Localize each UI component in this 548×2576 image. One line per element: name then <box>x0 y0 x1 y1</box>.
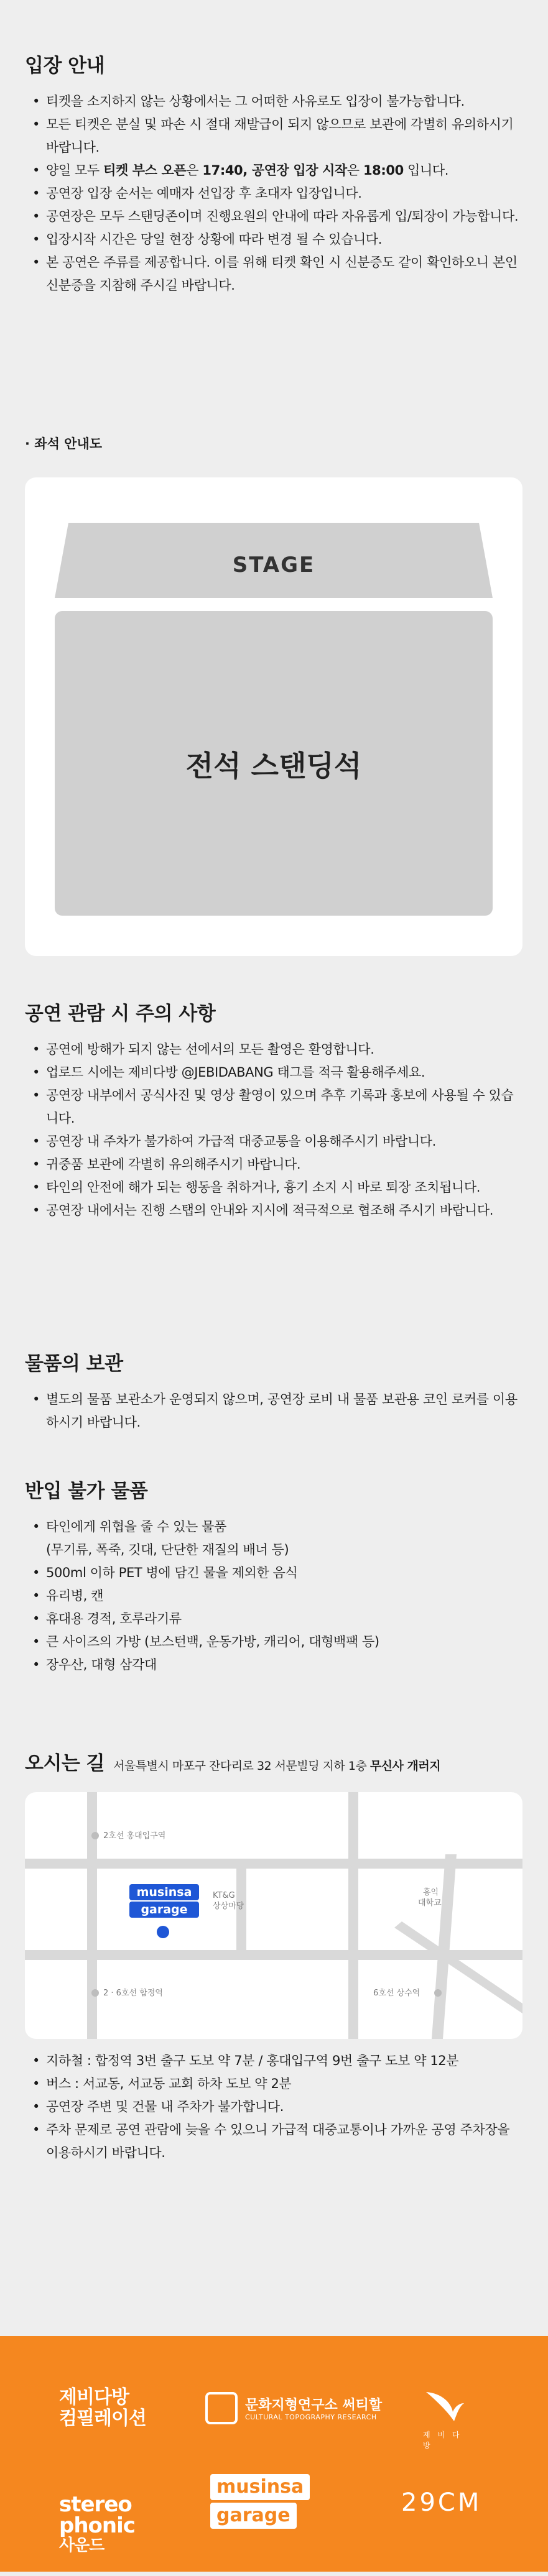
musinsa-logo-line-2: garage <box>210 2503 297 2529</box>
list-item: • 장우산, 대형 삼각대 <box>25 1654 522 1677</box>
sangsu-station-dot <box>434 1989 442 1997</box>
list-item: • 귀중품 보관에 각별히 유의해주시기 바랍니다. <box>25 1153 522 1176</box>
stage-label: STAGE <box>232 553 315 577</box>
list-item: • 유리병, 캔 <box>25 1585 522 1608</box>
sponsor-footer <box>0 2336 548 2572</box>
entry-section <box>25 50 522 297</box>
location-map <box>25 1792 522 2039</box>
banned-list <box>25 1516 522 1677</box>
seat-map <box>25 477 522 956</box>
ktg-label-1: KT&G <box>213 1891 235 1900</box>
list-item: • 모든 티켓은 분실 및 파손 시 절대 재발급이 되지 않으므로 보관에 각별히 유의하시기 바랍니다. <box>25 113 522 159</box>
swallow-icon <box>423 2387 467 2424</box>
list-item: • 업로드 시에는 제비다방 @JEBIDABANG 태그를 적극 활용해주세요. <box>25 1061 522 1084</box>
29cm-logo: 29CM <box>401 2488 482 2517</box>
caution-title: 공연 관람 시 주의 사항 <box>25 1003 216 1025</box>
list-item: • 공연장 내부에서 공식사진 및 영상 촬영이 있으며 추후 기록과 홍보에 사용될 수 있습니다. <box>25 1084 522 1130</box>
directions-section <box>25 2049 522 2164</box>
banned-section <box>25 1475 522 1677</box>
caution-list <box>25 1038 522 1222</box>
ktg-label-2: 상상마당 <box>213 1902 244 1911</box>
location-title: 오시는 길 <box>25 1752 105 1775</box>
hongdae-station-dot <box>91 1832 99 1839</box>
musinsa-logo-line-1: musinsa <box>210 2474 310 2500</box>
venue-logo-text-2: garage <box>141 1903 188 1916</box>
entry-list <box>25 90 522 297</box>
culture-research-name-en: CULTURAL TOPOGRAPHY RESEARCH <box>245 2413 377 2421</box>
jebidabang-small-label: 제 비 다 방 <box>423 2431 462 2450</box>
list-item-sub: (무기류, 폭죽, 깃대, 단단한 재질의 배너 등) <box>46 1542 289 1557</box>
list-item: • 지하철 : 합정역 3번 출구 도보 약 7분 / 홍대입구역 9번 출구 도보 약 12분 <box>25 2049 522 2072</box>
jebi-compilation-logo: 제비다방 컴필레이션 <box>59 2386 146 2429</box>
list-item: • 타인에게 위협을 줄 수 있는 물품 (무기류, 폭죽, 깃대, 단단한 재질의 배너 등) <box>25 1516 522 1562</box>
culture-research-name: 문화지형연구소 써티할 <box>245 2398 383 2413</box>
list-item: • 공연장 내에서는 진행 스탭의 안내와 지시에 적극적으로 협조해 주시기 바랍니다. <box>25 1199 522 1222</box>
list-item: • 타인의 안전에 해가 되는 행동을 취하거나, 흉기 소지 시 바로 퇴장 조치됩니다. <box>25 1176 522 1199</box>
list-item: • 공연장 내 주차가 불가하여 가급적 대중교통을 이용해주시기 바랍니다. <box>25 1130 522 1153</box>
venue-name: 무신사 개러지 <box>369 1759 441 1773</box>
hongik-univ-label-2: 대학교 <box>418 1898 442 1908</box>
list-item: • 휴대용 경적, 호루라기류 <box>25 1608 522 1631</box>
banned-title: 반입 불가 물품 <box>25 1480 148 1502</box>
location-map-card <box>25 1792 522 2039</box>
list-item: • 주차 문제로 공연 관람에 늦을 수 있으니 가급적 대중교통이나 가까운 공영 주차장을 이용하시기 바랍니다. <box>25 2118 522 2164</box>
standing-label: 전석 스탠딩석 <box>185 749 362 783</box>
location-address: 서울특별시 마포구 잔다리로 32 서문빌딩 지하 1층 무신사 개러지 <box>113 1759 441 1773</box>
list-item: • 공연에 방해가 되지 않는 선에서의 모든 촬영은 환영합니다. <box>25 1038 522 1061</box>
seat-map-card <box>25 477 522 956</box>
caution-section <box>25 998 522 1222</box>
seat-title: · 좌석 안내도 <box>25 436 103 451</box>
hapjeong-station-dot <box>91 1989 99 1997</box>
list-item-open-time: • 양일 모두 티켓 부스 오픈은 17:40, 공연장 입장 시작은 18:00 입니다. <box>25 159 522 182</box>
list-item: • 버스 : 서교동, 서교동 교회 하차 도보 약 2분 <box>25 2072 522 2095</box>
list-item: • 별도의 물품 보관소가 운영되지 않으며, 공연장 로비 내 물품 보관용 코인 로커를 이용하시기 바랍니다. <box>25 1388 522 1434</box>
hongdae-station-label: 2호선 홍대입구역 <box>103 1831 166 1841</box>
list-item: • 공연장 주변 및 건물 내 주차가 불가합니다. <box>25 2095 522 2118</box>
culture-research-mark <box>205 2392 238 2424</box>
venue-pin <box>157 1926 169 1938</box>
entry-title: 입장 안내 <box>25 55 105 77</box>
list-item: • 본 공연은 주류를 제공합니다. 이를 위해 티켓 확인 시 신분증도 같이 확인하오니 본인 신분증을 지참해 주시길 바랍니다. <box>25 251 522 297</box>
stereophonic-kr-label: 사운드 <box>59 2536 104 2555</box>
storage-list <box>25 1388 522 1434</box>
directions-list <box>25 2049 522 2164</box>
storage-title: 물품의 보관 <box>25 1353 123 1375</box>
list-item: • 입장시작 시간은 당일 현장 상황에 따라 변경 될 수 있습니다. <box>25 228 522 251</box>
hapjeong-station-label: 2 · 6호선 합정역 <box>103 1989 163 1998</box>
location-heading <box>25 1747 522 1775</box>
storage-section <box>25 1348 522 1434</box>
seat-heading-wrap <box>25 434 522 453</box>
stereophonic-logo: stereo phonic 사운드 <box>59 2492 135 2555</box>
list-item: • 티켓을 소지하지 않는 상황에서는 그 어떠한 사유로도 입장이 불가능합니다. <box>25 90 522 113</box>
musinsa-garage-logo <box>210 2474 310 2529</box>
list-item: • 500ml 이하 PET 병에 담긴 물을 제외한 음식 <box>25 1562 522 1585</box>
sangsu-station-label: 6호선 상수역 <box>373 1989 420 1998</box>
venue-logo-text-1: musinsa <box>136 1885 192 1899</box>
jebidabang-logo <box>423 2387 473 2450</box>
list-item: • 큰 사이즈의 가방 (보스턴백, 운동가방, 캐리어, 대형백팩 등) <box>25 1631 522 1654</box>
list-item: • 공연장 입장 순서는 예매자 선입장 후 초대자 입장입니다. <box>25 182 522 205</box>
map-roads <box>25 1792 522 2039</box>
list-item: • 공연장은 모두 스탠딩존이며 진행요원의 안내에 따라 자유롭게 입/퇴장이 가능합니다. <box>25 205 522 228</box>
hongik-univ-label-1: 홍익 <box>423 1888 439 1897</box>
